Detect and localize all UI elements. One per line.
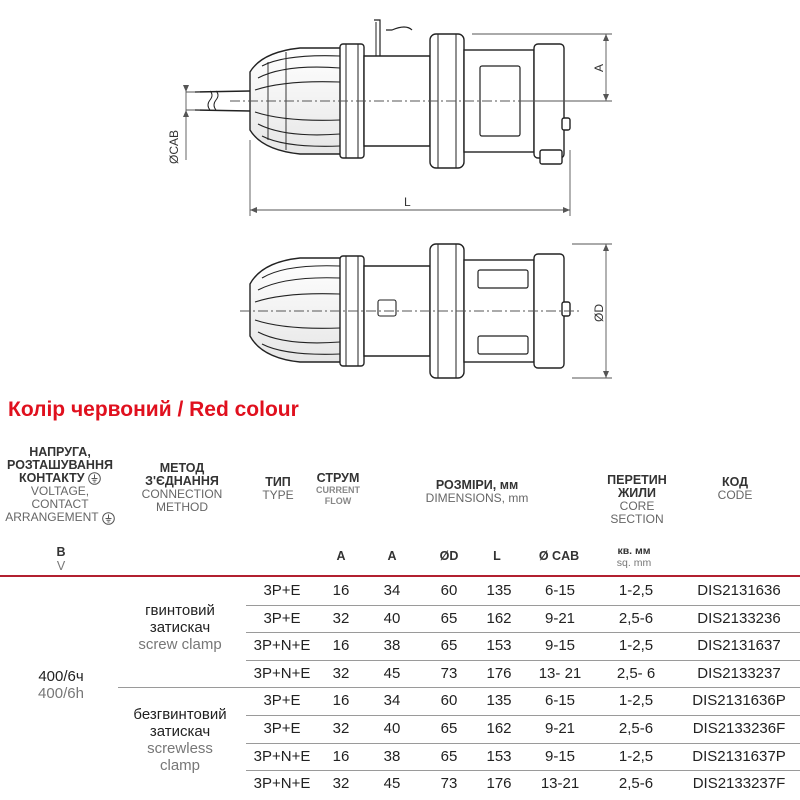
cell-a: 34 xyxy=(383,692,401,710)
cell-a: 38 xyxy=(383,637,401,655)
earth-icon xyxy=(88,472,101,485)
cell-d: 65 xyxy=(440,637,458,655)
cell-d: 65 xyxy=(440,609,458,627)
plug-top-view xyxy=(195,20,570,168)
header-core: ПЕРЕТИН ЖИЛИ CORE SECTION xyxy=(607,473,667,526)
header-code: КОД CODE xyxy=(717,475,753,502)
cell-current: 32 xyxy=(332,609,350,627)
header-method: МЕТОД З'ЄДНАННЯ CONNECTION METHOD xyxy=(141,461,223,514)
cell-cab: 13- 21 xyxy=(538,664,582,682)
cell-cab: 13-21 xyxy=(540,775,580,793)
dim-d-label: ØD xyxy=(592,304,606,322)
header-type: ТИП TYPE xyxy=(262,475,294,502)
row-divider xyxy=(246,715,800,716)
cell-l: 176 xyxy=(486,775,512,793)
cell-type: 3P+E xyxy=(263,720,301,737)
cell-cab: 9-21 xyxy=(544,720,576,737)
row-divider xyxy=(246,743,800,744)
subheader-volt: В V xyxy=(56,545,66,573)
group-screwless-clamp: безгвинтовий затискач screwless clamp xyxy=(133,706,227,774)
cell-cab: 9-15 xyxy=(544,747,576,765)
cell-core: 1-2,5 xyxy=(618,692,654,710)
cell-code: DIS2133236 xyxy=(697,609,781,627)
group-separator xyxy=(118,687,800,688)
colour-title: Колір червоний / Red colour xyxy=(8,398,299,421)
cell-d: 65 xyxy=(440,720,458,737)
header-divider xyxy=(0,575,800,577)
row-divider xyxy=(246,770,800,771)
cell-type: 3P+N+E xyxy=(253,775,311,793)
cell-l: 162 xyxy=(486,720,512,737)
cell-code: DIS2131637 xyxy=(697,637,781,655)
dim-a-label: A xyxy=(592,63,606,72)
dim-cab-label: ØCAB xyxy=(167,129,181,164)
row-divider xyxy=(246,632,800,633)
cell-core: 2,5- 6 xyxy=(616,664,656,682)
cell-d: 60 xyxy=(440,582,458,599)
cell-current: 32 xyxy=(332,720,350,737)
cell-core: 2,5-6 xyxy=(618,720,654,737)
header-dimensions: РОЗМІРИ, мм DIMENSIONS, mm xyxy=(425,478,529,505)
cell-l: 153 xyxy=(486,747,512,765)
cell-code: DIS2133237F xyxy=(692,775,786,793)
cell-current: 16 xyxy=(332,692,350,710)
cell-a: 40 xyxy=(383,609,401,627)
cell-code: DIS2131636P xyxy=(692,692,786,710)
cell-a: 45 xyxy=(383,775,401,793)
cell-core: 2,5-6 xyxy=(618,609,654,627)
header-current: СТРУМ CURRENT FLOW xyxy=(316,471,360,506)
cell-a: 40 xyxy=(383,720,401,737)
row-divider xyxy=(246,660,800,661)
voltage-value: 400/6ч 400/6h xyxy=(38,668,84,702)
subheader-core-unit: кв. мм sq. mm xyxy=(616,545,652,569)
cell-cab: 6-15 xyxy=(544,582,576,599)
cell-current: 16 xyxy=(332,637,350,655)
cell-a: 38 xyxy=(383,747,401,765)
cell-d: 73 xyxy=(440,664,458,682)
subheader-l: L xyxy=(493,549,501,563)
cell-l: 135 xyxy=(486,692,512,710)
cell-cab: 6-15 xyxy=(544,692,576,710)
cell-cab: 9-15 xyxy=(544,637,576,655)
cell-core: 2,5-6 xyxy=(618,775,654,793)
cell-type: 3P+E xyxy=(263,609,301,627)
group-screw-clamp: гвинтовий затискач screw clamp xyxy=(138,602,222,653)
cell-a: 34 xyxy=(383,582,401,599)
cell-code: DIS2131637P xyxy=(692,747,786,765)
cell-core: 1-2,5 xyxy=(618,747,654,765)
cell-type: 3P+N+E xyxy=(253,747,311,765)
cell-current: 16 xyxy=(332,582,350,599)
subheader-d: ØD xyxy=(439,549,459,563)
cell-l: 162 xyxy=(486,609,512,627)
cell-l: 135 xyxy=(486,582,512,599)
subheader-a: A xyxy=(387,549,397,563)
cell-current: 32 xyxy=(332,775,350,793)
cell-code: DIS2131636 xyxy=(697,582,781,599)
plug-technical-drawing xyxy=(0,0,800,395)
cell-cab: 9-21 xyxy=(544,609,576,627)
cell-d: 73 xyxy=(440,775,458,793)
dim-l-label: L xyxy=(404,195,411,209)
subheader-current-unit: A xyxy=(336,549,346,563)
cell-a: 45 xyxy=(383,664,401,682)
cell-current: 16 xyxy=(332,747,350,765)
cell-l: 153 xyxy=(486,637,512,655)
cell-current: 32 xyxy=(332,664,350,682)
cell-core: 1-2,5 xyxy=(618,637,654,655)
cell-l: 176 xyxy=(486,664,512,682)
cell-type: 3P+N+E xyxy=(253,637,311,655)
row-divider xyxy=(246,605,800,606)
cell-code: DIS2133236F xyxy=(692,720,786,737)
cell-core: 1-2,5 xyxy=(618,582,654,599)
cell-type: 3P+N+E xyxy=(253,664,311,682)
subheader-cab: Ø CAB xyxy=(538,549,580,563)
earth-icon xyxy=(102,512,115,525)
cell-type: 3P+E xyxy=(263,582,301,599)
cell-d: 65 xyxy=(440,747,458,765)
header-voltage: НАПРУГА, РОЗТАШУВАННЯ КОНТАКТУ VOLTAGE, CONTACT ARRANGEMENT xyxy=(5,445,113,525)
cell-d: 60 xyxy=(440,692,458,710)
cell-code: DIS2133237 xyxy=(697,664,781,682)
cell-type: 3P+E xyxy=(263,692,301,710)
